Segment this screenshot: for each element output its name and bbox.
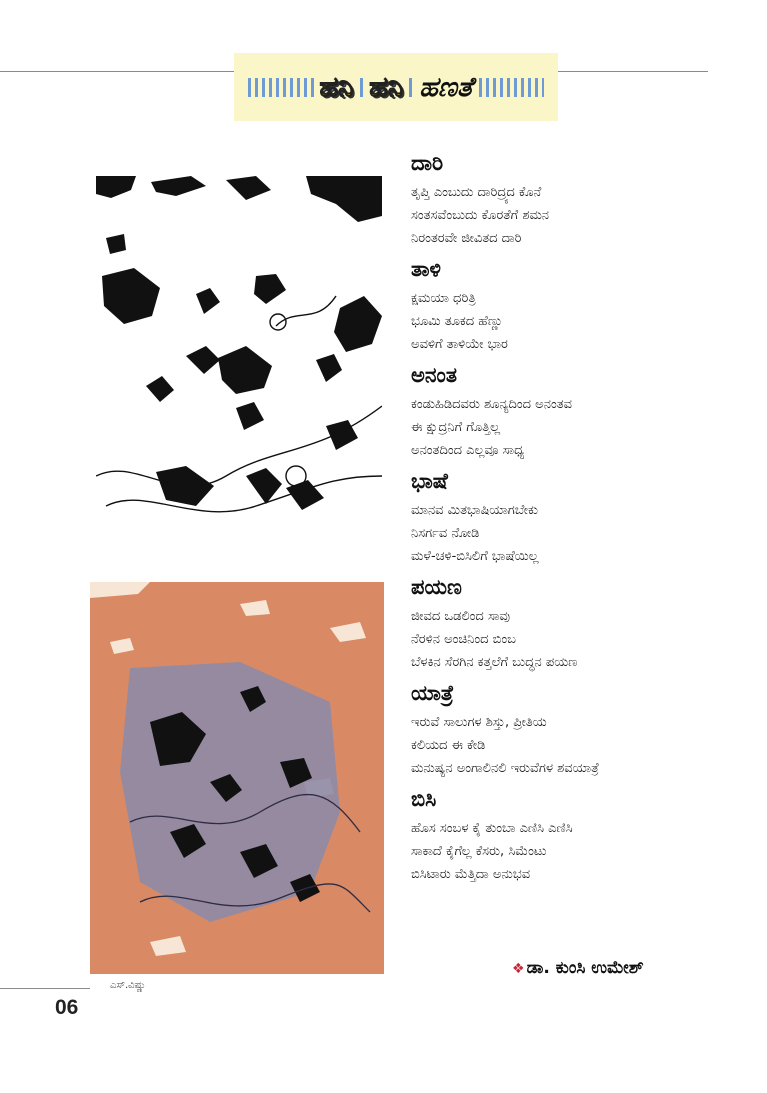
- poem-line: ನಿರಂತರವೇ ಜೀವಿತದ ದಾರಿ: [411, 231, 522, 246]
- poem-column: [411, 148, 711, 890]
- poem-line: ಜೀವದ ಒಡಲಿಂದ ಸಾವು: [411, 609, 511, 624]
- poem-title: ಬಿಸಿ: [411, 787, 437, 811]
- poem-title: ಅನಂತ: [411, 363, 457, 387]
- poem: [411, 360, 711, 462]
- poem-line: ಕಂಡುಹಿಡಿದವರು ಶೂನ್ಯದಿಂದ ಅನಂತವ: [411, 397, 572, 412]
- poem-line: ಕ್ಷಮಯಾ ಧರಿತ್ರಿ: [411, 291, 476, 306]
- poem-line: ನೆರಳಿನ ಅಂಚಿನಿಂದ ಬಿಂಬ: [411, 632, 516, 647]
- poem-line: ಅವಳಿಗೆ ತಾಳಿಯೇ ಭಾರ: [411, 337, 508, 352]
- illustration-black-white: [96, 176, 382, 534]
- diamond-bullet-icon: ❖: [512, 961, 525, 977]
- author-credit: [512, 958, 644, 978]
- poem: [411, 784, 711, 886]
- illustration-orange: [90, 582, 384, 974]
- poem-line: ಭೂಮಿ ತೂಕದ ಹೆಣ್ಣು: [411, 314, 504, 329]
- poem-line: ಸಂತಸವೆಂಬುದು ಕೊರತೆಗೆ ಶಮನ: [411, 208, 550, 223]
- poem-line: ಈ ಕ್ಷುದ್ರನಿಗೆ ಗೊತ್ತಿಲ್ಲ: [411, 420, 501, 435]
- poem-line: ಕಲಿಯದ ಈ ಕೇಡಿ: [411, 738, 486, 753]
- poem-line: ಹೊಸ ಸಂಬಳ ಕೈ ತುಂಬಾ ಎಣಿಸಿ ಎಣಿಸಿ: [411, 821, 573, 836]
- poem: [411, 572, 711, 674]
- poem: [411, 466, 711, 568]
- banner-word-3: ಹಣತೆ: [415, 74, 476, 101]
- poem-line: ಇರುವೆ ಸಾಲುಗಳ ಶಿಸ್ತು, ಪ್ರೀತಿಯ: [411, 715, 547, 730]
- section-banner: [234, 53, 558, 121]
- poem: [411, 678, 711, 780]
- poem-title: ತಾಳಿ: [411, 257, 441, 281]
- poem-title: ಪಯಣ: [411, 575, 462, 599]
- poem-title: ಯಾತ್ರೆ: [411, 681, 454, 705]
- poem-title: ದಾರಿ: [411, 151, 444, 175]
- poem: [411, 254, 711, 356]
- poem-line: ಬೆಳಕಿನ ಸೆರಗಿನ ಕತ್ತಲೆಗೆ ಬುದ್ಧನ ಪಯಣ: [411, 655, 578, 670]
- banner-title: [234, 53, 558, 121]
- poem-line: ಮಾನವ ಮಿತಭಾಷಿಯಾಗಬೇಕು: [411, 503, 538, 518]
- poem-line: ಅನಂತದಿಂದ ಎಲ್ಲವೂ ಸಾಧ್ಯ: [411, 443, 525, 458]
- poem-line: ಸಾಕಾದೆ ಕೈಗೆಲ್ಲ ಕೆಸರು, ಸಿಮೆಂಟು: [411, 844, 547, 859]
- bottom-rule: [0, 988, 90, 989]
- poem: [411, 148, 711, 250]
- page-number: 06: [55, 996, 79, 1019]
- poem-line: ಮನುಷ್ಯನ ಅಂಗಾಲಿನಲಿ ಇರುವೆಗಳ ಶವಯಾತ್ರೆ: [411, 761, 600, 776]
- illustration-caption: ಎಸ್.ವಿಷ್ಣು: [110, 980, 146, 991]
- banner-word-1: ಹನಿ: [316, 74, 358, 101]
- poem-line: ತೃಪ್ತಿ ಎಂಬುದು ದಾರಿದ್ರ್ಯದ ಕೊನೆ: [411, 185, 542, 200]
- poem-title: ಭಾಷೆ: [411, 469, 448, 493]
- banner-word-2: ಹನಿ: [365, 74, 407, 101]
- poem-line: ನಿಸರ್ಗವ ನೋಡಿ: [411, 526, 480, 541]
- author-name: ಡಾ. ಕುಂಸಿ ಉಮೇಶ್: [526, 958, 644, 978]
- poem-line: ಮಳೆ-ಚಳಿ-ಬಿಸಿಲಿಗೆ ಭಾಷೆಯಿಲ್ಲ: [411, 549, 539, 564]
- poem-line: ಬಿಸಿಟಾರು ಮೆತ್ತಿದಾ ಅನುಭವ: [411, 867, 531, 882]
